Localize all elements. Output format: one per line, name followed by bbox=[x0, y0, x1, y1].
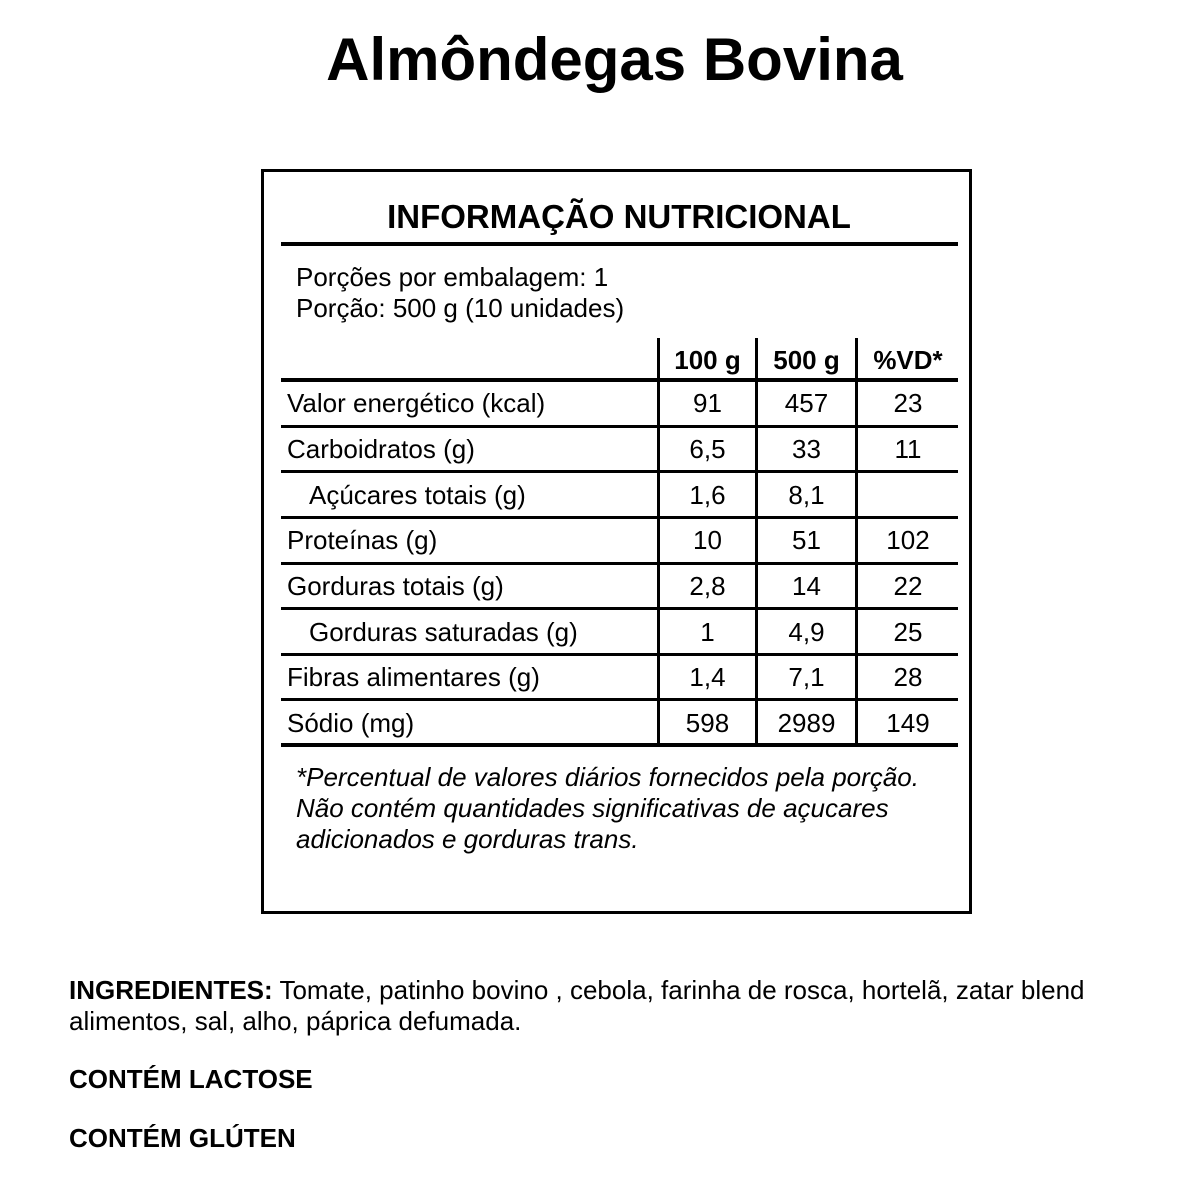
table-bottom-rule bbox=[281, 743, 958, 747]
footnote-not-significant: Não contém quantidades significativas de açucares adicionados e gorduras trans. bbox=[296, 793, 889, 854]
serving-size: Porção: 500 g (10 unidades) bbox=[296, 293, 625, 323]
row-label-sodium: Sódio (mg) bbox=[287, 708, 415, 738]
ingredients-list bbox=[69, 975, 1169, 1037]
row-label-saturated-fat: Gorduras saturadas (g) bbox=[309, 617, 578, 647]
row-value-portion: 33 bbox=[792, 434, 821, 464]
row-value-dv: 11 bbox=[894, 434, 922, 464]
row-value-100g: 1,6 bbox=[689, 480, 726, 510]
footnote bbox=[296, 762, 956, 855]
servings-per-package: Porções por embalagem: 1 bbox=[296, 262, 609, 292]
allergen-gluten: CONTÉM GLÚTEN bbox=[69, 1123, 296, 1153]
row-value-dv: 25 bbox=[893, 617, 923, 647]
column-header-portion: 500 g bbox=[773, 345, 840, 375]
row-value-portion: 457 bbox=[784, 388, 829, 418]
row-value-100g: 1 bbox=[700, 617, 715, 647]
column-header-dv: %VD* bbox=[873, 345, 943, 375]
row-label-carbohydrates: Carboidratos (g) bbox=[287, 434, 475, 464]
row-value-dv: 23 bbox=[893, 388, 923, 418]
row-value-100g: 10 bbox=[693, 525, 722, 555]
row-value-100g: 91 bbox=[693, 388, 722, 418]
product-title: Almôndegas Bovina bbox=[326, 26, 903, 93]
row-value-portion: 4,9 bbox=[788, 617, 825, 647]
row-value-portion: 2989 bbox=[777, 708, 836, 738]
row-value-portion: 14 bbox=[792, 571, 821, 601]
row-value-dv: 102 bbox=[886, 525, 930, 555]
row-label-dietary-fiber: Fibras alimentares (g) bbox=[287, 662, 540, 692]
allergen-lactose: CONTÉM LACTOSE bbox=[69, 1064, 313, 1094]
row-value-dv: 22 bbox=[893, 571, 923, 601]
column-header-100g: 100 g bbox=[674, 345, 741, 375]
row-label-total-sugars: Açúcares totais (g) bbox=[309, 480, 526, 510]
row-value-dv bbox=[858, 473, 958, 517]
ingredients-text: Tomate, patinho bovino , cebola, farinha de rosca, hortelã, zatar blend alimentos, sal, alho, páprica defumada. bbox=[69, 975, 1085, 1036]
panel-title: INFORMAÇÃO NUTRICIONAL bbox=[387, 198, 851, 235]
row-value-100g: 598 bbox=[685, 708, 730, 738]
row-value-100g: 6,5 bbox=[689, 434, 726, 464]
title-rule bbox=[281, 242, 958, 246]
row-label-proteins: Proteínas (g) bbox=[287, 525, 438, 555]
footnote-daily-values: *Percentual de valores diários fornecidos pela porção. bbox=[296, 762, 919, 792]
row-value-100g: 1,4 bbox=[689, 662, 726, 692]
row-value-portion: 51 bbox=[792, 525, 821, 555]
row-value-dv: 149 bbox=[886, 708, 930, 738]
ingredients-label: INGREDIENTES: bbox=[69, 975, 273, 1005]
row-value-portion: 8,1 bbox=[788, 480, 825, 510]
row-label-energy: Valor energético (kcal) bbox=[287, 388, 546, 418]
row-label-total-fat: Gorduras totais (g) bbox=[287, 571, 504, 601]
row-value-dv: 28 bbox=[893, 662, 923, 692]
row-value-portion: 7,1 bbox=[788, 662, 825, 692]
row-value-100g: 2,8 bbox=[689, 571, 726, 601]
